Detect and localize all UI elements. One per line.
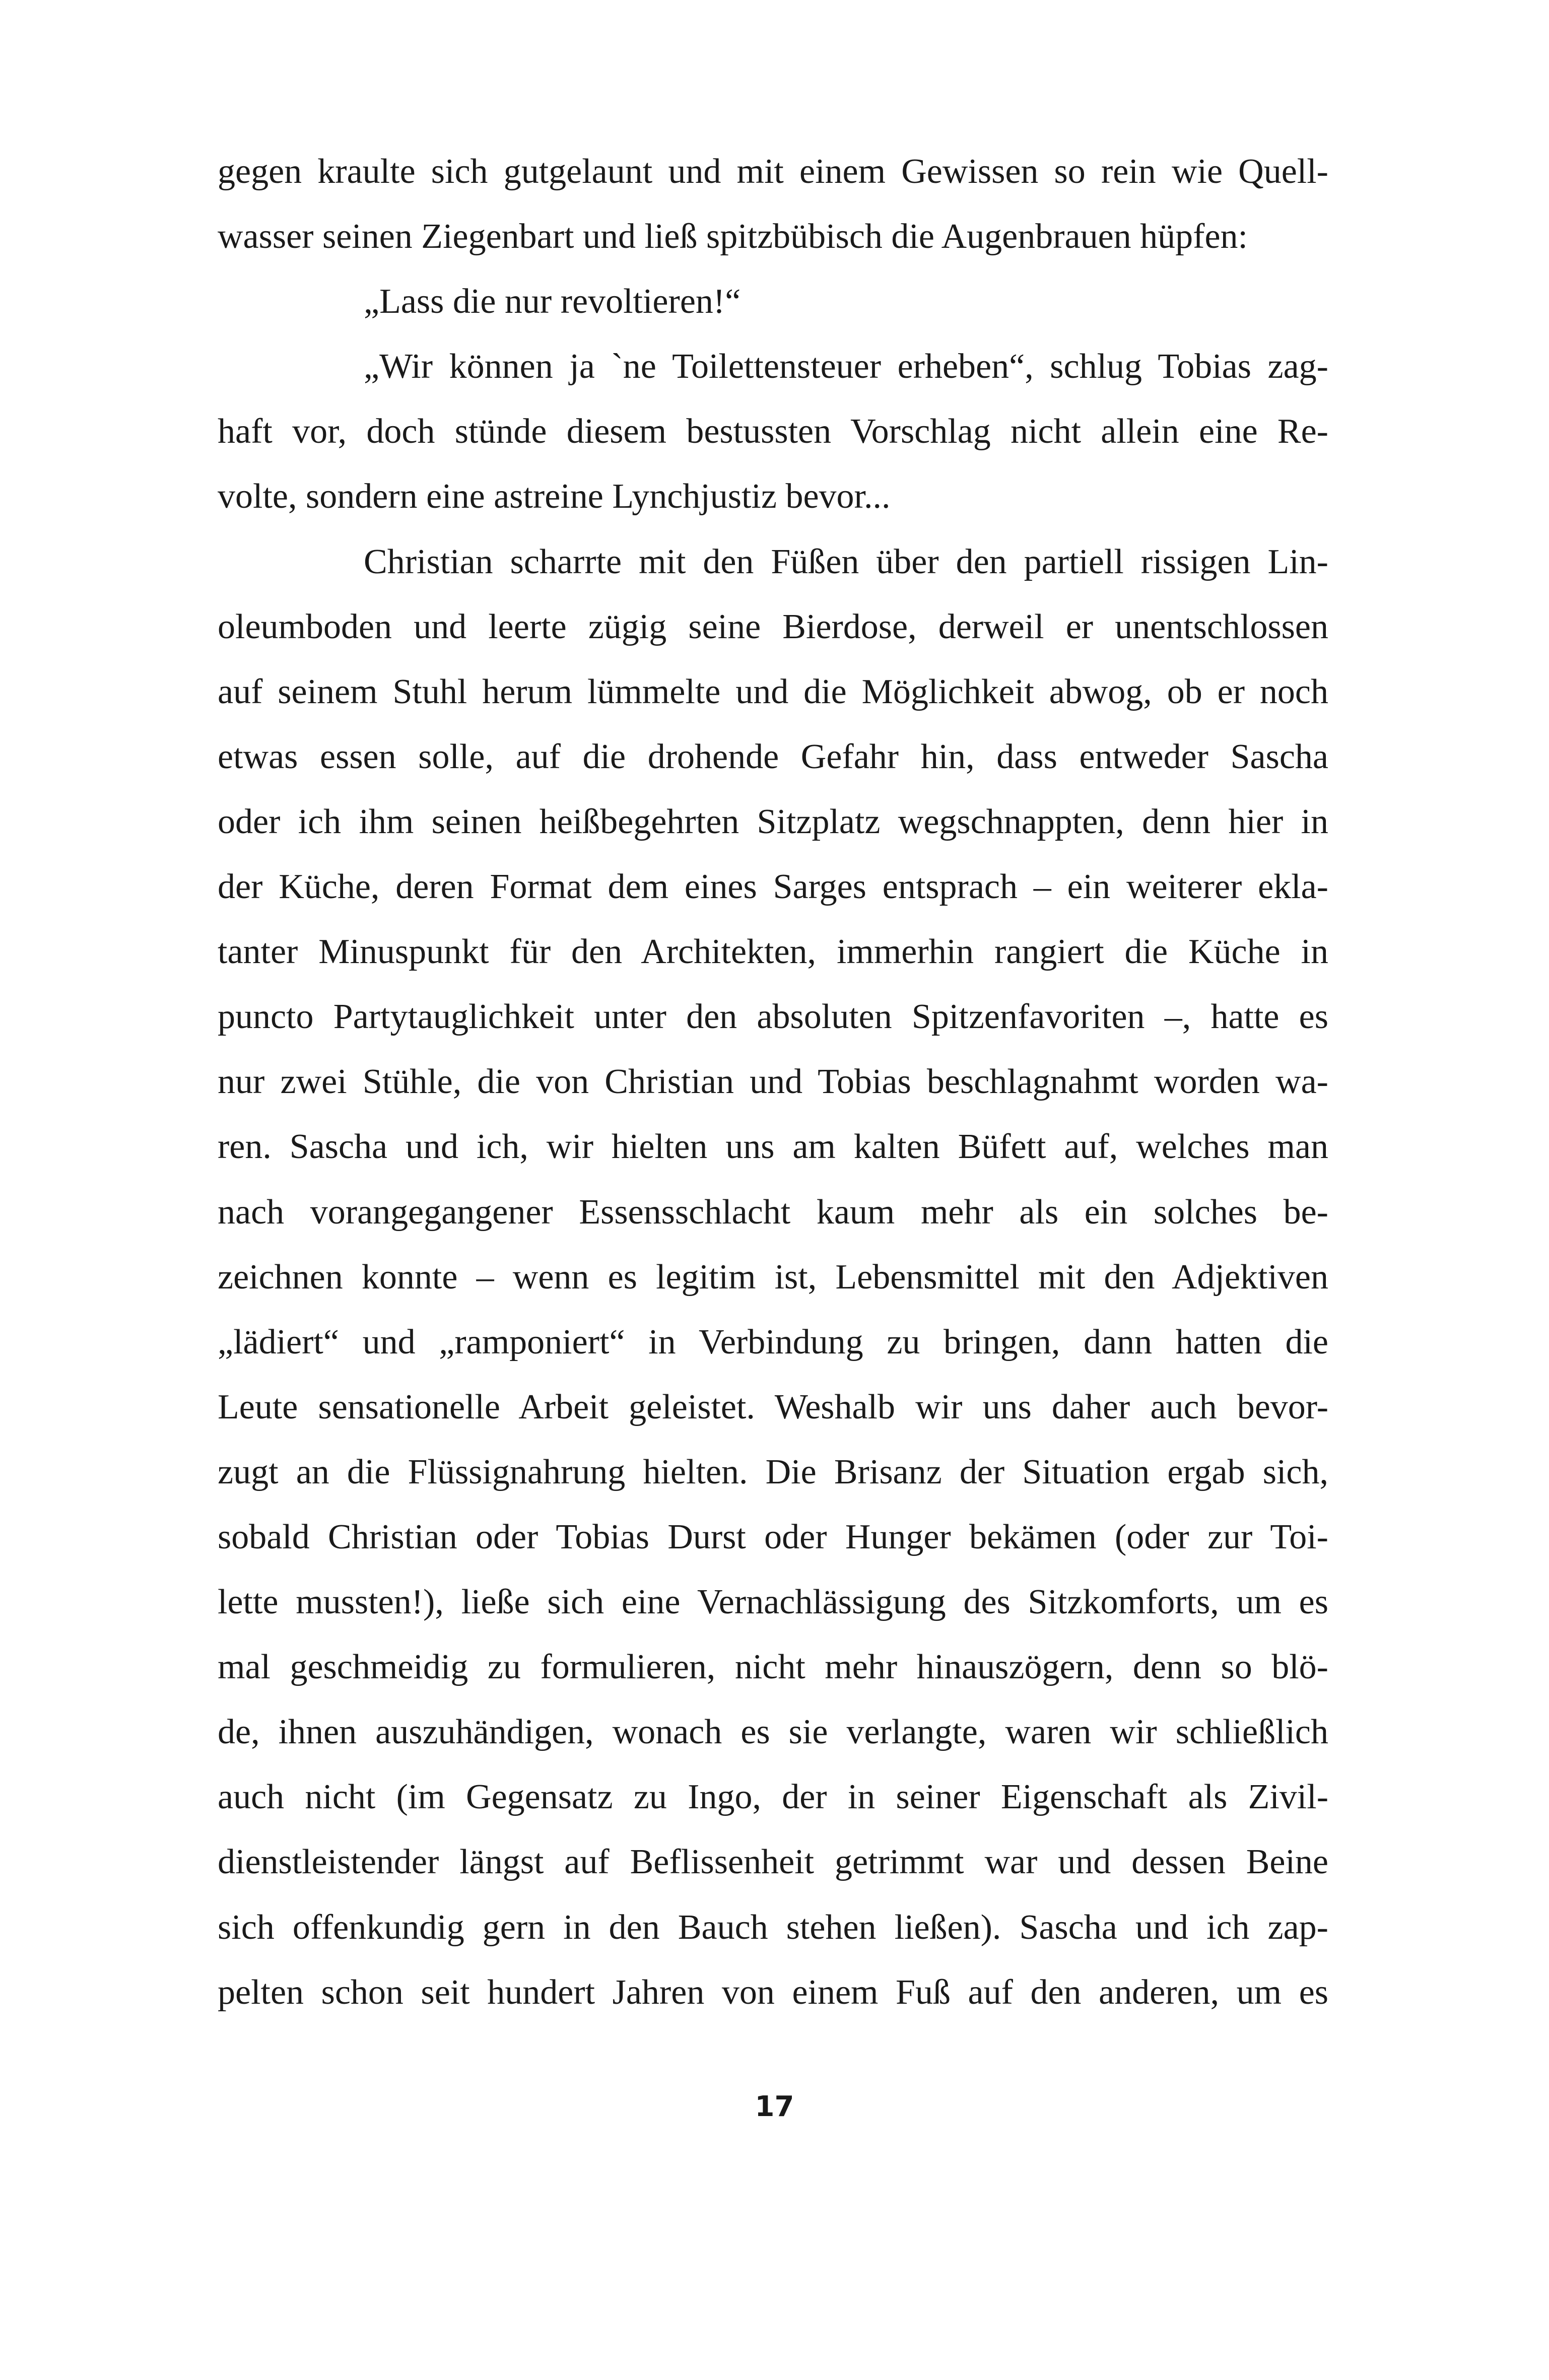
text-line: ren. Sascha und ich, wir hielten uns am kalten Büfett auf, welches man (218, 1127, 1328, 1167)
text-line: Christian scharrte mit den Füßen über den partiell rissigen Lin- (364, 542, 1328, 581)
body-text (218, 149, 1328, 2035)
text-line: lette mussten!), ließe sich eine Vernachlässigung des Sitzkomforts, um es (218, 1583, 1328, 1622)
text-line: Leute sensationelle Arbeit geleistet. Weshalb wir uns daher auch bevor- (218, 1387, 1328, 1426)
text-line: etwas essen solle, auf die drohende Gefahr hin, dass entweder Sascha (218, 737, 1328, 776)
text-line: nach vorangegangener Essensschlacht kaum mehr als ein solches be- (218, 1192, 1328, 1232)
text-line: gegen kraulte sich gutgelaunt und mit einem Gewissen so rein wie Quell- (218, 152, 1328, 191)
text-line: „Wir können ja `ne Toilettensteuer erheben“, schlug Tobias zag- (364, 347, 1328, 386)
text-line: auf seinem Stuhl herum lümmelte und die Möglichkeit abwog, ob er noch (218, 672, 1328, 711)
text-line: oleumboden und leerte zügig seine Bierdose, derweil er unentschlossen (218, 607, 1328, 646)
page-number: 17 (755, 2090, 794, 2123)
text-line: dienstleistender längst auf Beflissenheit getrimmt war und dessen Beine (218, 1843, 1328, 1882)
text-line: mal geschmeidig zu formulieren, nicht mehr hinauszögern, denn so blö- (218, 1648, 1328, 1687)
text-line: oder ich ihm seinen heißbegehrten Sitzplatz wegschnappten, denn hier in (218, 802, 1328, 841)
text-line: puncto Partytauglichkeit unter den absoluten Spitzenfavoriten –, hatte es (218, 997, 1328, 1037)
text-line: sich offenkundig gern in den Bauch stehen ließen). Sascha und ich zap- (218, 1908, 1328, 1947)
text-line: „Lass die nur revoltieren!“ (364, 282, 741, 321)
text-line: haft vor, doch stünde diesem bestussten Vorschlag nicht allein eine Re- (218, 412, 1328, 451)
text-line: „lädiert“ und „ramponiert“ in Verbindung zu bringen, dann hatten die (218, 1322, 1328, 1362)
text-line: auch nicht (im Gegensatz zu Ingo, der in seiner Eigenschaft als Zivil- (218, 1778, 1328, 1817)
text-line: tanter Minuspunkt für den Architekten, immerhin rangiert die Küche in (218, 932, 1328, 972)
text-line: wasser seinen Ziegenbart und ließ spitzbübisch die Augenbrauen hüpfen: (218, 217, 1248, 256)
text-line: pelten schon seit hundert Jahren von einem Fuß auf den anderen, um es (218, 1973, 1328, 2012)
text-line: sobald Christian oder Tobias Durst oder Hunger bekämen (oder zur Toi- (218, 1517, 1328, 1556)
text-line: de, ihnen auszuhändigen, wonach es sie verlangte, waren wir schließlich (218, 1713, 1328, 1752)
text-line: volte, sondern eine astreine Lynchjustiz bevor... (218, 477, 891, 516)
text-line: zugt an die Flüssignahrung hielten. Die Brisanz der Situation ergab sich, (218, 1452, 1328, 1491)
text-line: der Küche, deren Format dem eines Sarges entsprach – ein weiterer ekla- (218, 867, 1328, 907)
text-line: nur zwei Stühle, die von Christian und Tobias beschlagnahmt worden wa- (218, 1062, 1328, 1102)
text-line: zeichnen konnte – wenn es legitim ist, Lebensmittel mit den Adjektiven (218, 1257, 1328, 1297)
